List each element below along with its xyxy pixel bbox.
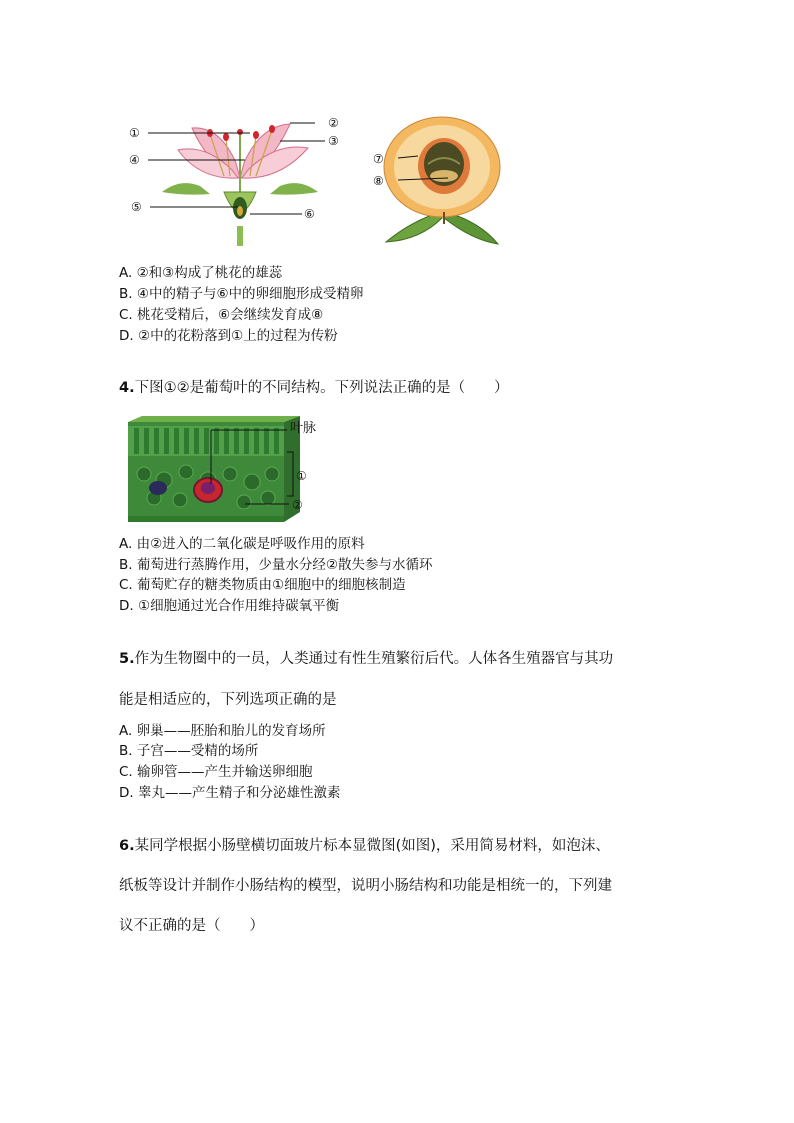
question-5-line-2: 能是相适应的，下列选项正确的是 bbox=[119, 692, 337, 708]
flower-label-2: ② bbox=[328, 116, 339, 130]
q3-option-d: D. ②中的花粉落到①上的过程为传粉 bbox=[119, 328, 338, 344]
question-6-number: 6. bbox=[119, 838, 135, 854]
question-5-number: 5. bbox=[119, 651, 135, 667]
question-4-number: 4. bbox=[119, 380, 135, 396]
q3-option-b: B. ④中的精子与⑥中的卵细胞形成受精卵 bbox=[119, 286, 364, 302]
flower-label-3: ③ bbox=[328, 134, 339, 148]
q4-option-a: A. 由②进入的二氧化碳是呼吸作用的原料 bbox=[119, 536, 365, 552]
question-6-stem-1: 某同学根据小肠壁横切面玻片标本显微图(如图)，采用简易材料，如泡沫、 bbox=[134, 838, 610, 854]
question-5-line-1 bbox=[119, 649, 613, 669]
question-6-line-3: 议不正确的是（ ） bbox=[119, 918, 264, 934]
fruit-leader-lines bbox=[388, 150, 458, 190]
q4-option-c: C. 葡萄贮存的糖类物质由①细胞中的细胞核制造 bbox=[119, 577, 406, 593]
q4-option-b: B. 葡萄进行蒸腾作用，少量水分经②散失参与水循环 bbox=[119, 557, 433, 573]
flower-label-6: ⑥ bbox=[304, 207, 315, 221]
leaf-leader-lines bbox=[205, 424, 305, 514]
q3-option-c: C. 桃花受精后，⑥会继续发育成⑧ bbox=[119, 307, 324, 323]
leaf-label-1: ① bbox=[296, 469, 307, 483]
question-6-line-1 bbox=[119, 836, 610, 856]
flower-leader-lines bbox=[130, 112, 350, 222]
q5-option-a: A. 卵巢——胚胎和胎儿的发育场所 bbox=[119, 723, 326, 739]
flower-label-1: ① bbox=[129, 126, 140, 140]
flower-label-5: ⑤ bbox=[131, 200, 142, 214]
question-4 bbox=[119, 378, 509, 398]
q3-option-a: A. ②和③构成了桃花的雄蕊 bbox=[119, 265, 283, 281]
fruit-label-8: ⑧ bbox=[373, 174, 384, 188]
q5-option-d: D. 睾丸——产生精子和分泌雄性激素 bbox=[119, 785, 341, 801]
question-6-line-2: 纸板等设计并制作小肠结构的模型，说明小肠结构和功能是相统一的，下列建 bbox=[119, 878, 612, 894]
flower-label-4: ④ bbox=[129, 153, 140, 167]
leaf-vein-label: 叶脉 bbox=[290, 421, 317, 436]
q5-option-c: C. 输卵管——产生并输送卵细胞 bbox=[119, 764, 313, 780]
question-4-stem: 下图①②是葡萄叶的不同结构。下列说法正确的是（ ） bbox=[134, 380, 509, 396]
question-5-stem-1: 作为生物圈中的一员，人类通过有性生殖繁衍后代。人体各生殖器官与其功 bbox=[134, 651, 614, 667]
fruit-label-7: ⑦ bbox=[373, 152, 384, 166]
q4-option-d: D. ①细胞通过光合作用维持碳氧平衡 bbox=[119, 598, 340, 614]
leaf-label-2: ② bbox=[292, 498, 303, 512]
q5-option-b: B. 子宫——受精的场所 bbox=[119, 743, 259, 759]
